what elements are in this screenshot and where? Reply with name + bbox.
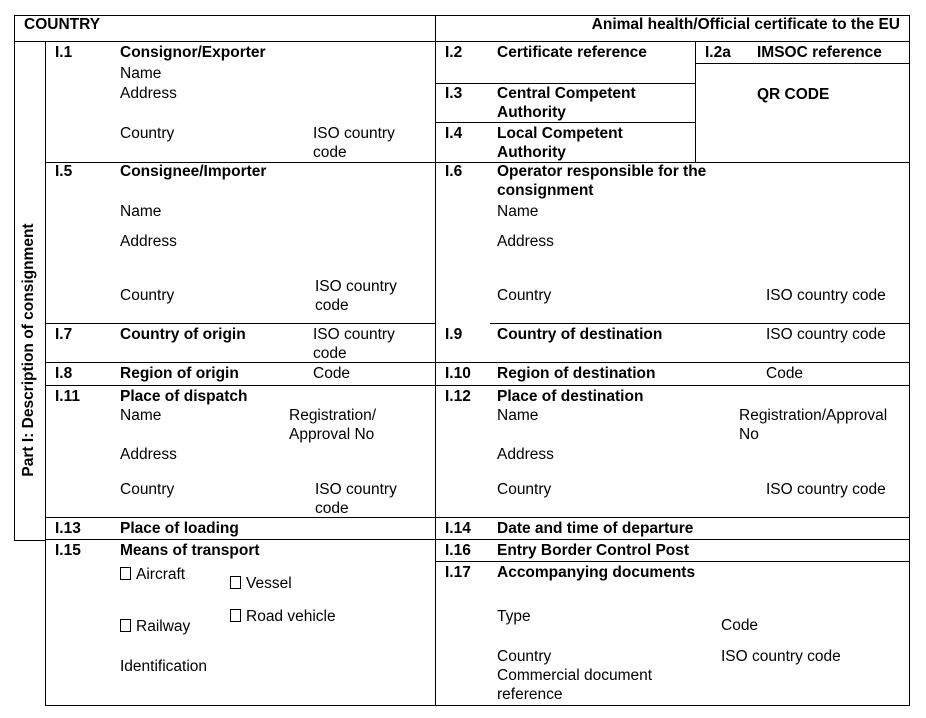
i16-number: I.16	[445, 542, 471, 559]
i17-iso-label: ISO country code	[721, 648, 841, 665]
i11-registration-label-line2: Approval No	[289, 426, 375, 443]
i12-registration-label-line1: Registration/Approval	[739, 407, 888, 424]
certificate-title: Animal health/Official certificate to the EU	[591, 16, 900, 33]
i2a-qr-divider	[695, 63, 910, 64]
i12-number: I.12	[445, 388, 471, 405]
i2a-number: I.2a	[705, 44, 731, 61]
center-divider	[435, 15, 436, 705]
checkbox-icon	[120, 619, 131, 632]
i7-title: Country of origin	[120, 326, 246, 343]
i2a-title: IMSOC reference	[757, 44, 882, 61]
row-divider-i7-left	[45, 323, 436, 324]
i3-i4-divider	[435, 122, 695, 123]
i1-iso-label-line2: code	[313, 144, 347, 161]
i2-number: I.2	[445, 44, 463, 61]
i1-country-label: Country	[120, 125, 175, 142]
part-label-text: Part I: Description of consignment	[20, 223, 37, 477]
i8-number: I.8	[55, 365, 73, 382]
i10-code-label: Code	[766, 365, 804, 382]
i15-number: I.15	[55, 542, 81, 559]
qr-code-placeholder: QR CODE	[757, 86, 830, 103]
row-divider-i9-right	[490, 323, 910, 324]
i11-title: Place of dispatch	[120, 388, 248, 405]
row-divider-i15	[45, 539, 910, 540]
i6-country-label: Country	[497, 287, 552, 304]
row-divider-i17	[435, 561, 910, 562]
i11-iso-label-line1: ISO country	[315, 481, 397, 498]
i11-country-label: Country	[120, 481, 175, 498]
i12-iso-label: ISO country code	[766, 481, 886, 498]
i13-title: Place of loading	[120, 520, 239, 537]
i5-country-label: Country	[120, 287, 175, 304]
i12-title: Place of destination	[497, 388, 644, 405]
i7-iso-label-line1: ISO country	[313, 326, 395, 343]
frame-bottom	[45, 705, 910, 706]
i13-number: I.13	[55, 520, 81, 537]
i12-registration-label-line2: No	[739, 426, 759, 443]
i3-number: I.3	[445, 85, 463, 102]
i17-type-label: Type	[497, 608, 531, 625]
row-divider-i8	[45, 362, 910, 363]
part-label-bottom	[14, 540, 45, 541]
i8-title: Region of origin	[120, 365, 239, 382]
aircraft-label: Aircraft	[136, 566, 186, 583]
frame-right	[909, 15, 910, 705]
i17-commercial-ref-line1: Commercial document	[497, 667, 653, 684]
i12-name-label: Name	[497, 407, 539, 424]
header-divider	[14, 41, 910, 42]
i10-title: Region of destination	[497, 365, 656, 382]
i7-iso-label-line2: code	[313, 345, 347, 362]
i15-identification-label: Identification	[120, 658, 208, 675]
i1-address-label: Address	[120, 85, 177, 102]
i6-address-label: Address	[497, 233, 554, 250]
road-vehicle-label: Road vehicle	[246, 608, 336, 625]
i11-number: I.11	[55, 388, 80, 405]
i5-title: Consignee/Importer	[120, 163, 267, 180]
i6-number: I.6	[445, 163, 463, 180]
vessel-label: Vessel	[246, 575, 292, 592]
country-header: COUNTRY	[24, 16, 101, 33]
i4-number: I.4	[445, 125, 463, 142]
i9-title: Country of destination	[497, 326, 663, 343]
i1-name-label: Name	[120, 65, 162, 82]
checkbox-icon	[230, 609, 241, 622]
row-divider-i13	[45, 517, 910, 518]
i5-number: I.5	[55, 163, 73, 180]
i5-address-label: Address	[120, 233, 177, 250]
i1-number: I.1	[55, 44, 73, 61]
i11-iso-label-line2: code	[315, 500, 349, 517]
i2-title: Certificate reference	[497, 44, 647, 61]
i15-title: Means of transport	[120, 542, 260, 559]
i9-number: I.9	[445, 326, 463, 343]
i1-title: Consignor/Exporter	[120, 44, 266, 61]
i11-name-label: Name	[120, 407, 162, 424]
i12-country-label: Country	[497, 481, 552, 498]
aircraft-checkbox[interactable]	[120, 565, 185, 584]
i16-title: Entry Border Control Post	[497, 542, 690, 559]
vessel-checkbox[interactable]	[230, 574, 292, 593]
i9-iso-label: ISO country code	[766, 326, 886, 343]
i17-commercial-ref-line2: reference	[497, 686, 563, 703]
i6-title-line1: Operator responsible for the	[497, 163, 707, 180]
checkbox-icon	[230, 576, 241, 589]
i5-iso-label-line1: ISO country	[315, 278, 397, 295]
i4-title-line1: Local Competent	[497, 125, 623, 142]
railway-checkbox[interactable]	[120, 617, 190, 636]
railway-label: Railway	[136, 618, 191, 635]
i5-name-label: Name	[120, 203, 162, 220]
part-label-divider	[45, 41, 46, 706]
checkbox-icon	[120, 567, 131, 580]
part-label	[14, 162, 44, 538]
i1-iso-label-line1: ISO country	[313, 125, 395, 142]
i2-i2a-divider	[695, 41, 696, 163]
i11-registration-label-line1: Registration/	[289, 407, 377, 424]
i6-name-label: Name	[497, 203, 539, 220]
i7-number: I.7	[55, 326, 73, 343]
i12-address-label: Address	[497, 446, 554, 463]
i14-number: I.14	[445, 520, 471, 537]
i17-code-label: Code	[721, 617, 759, 634]
i17-title: Accompanying documents	[497, 564, 696, 581]
i11-address-label: Address	[120, 446, 177, 463]
road-vehicle-checkbox[interactable]	[230, 607, 336, 626]
i6-title-line2: consignment	[497, 182, 594, 199]
i3-title-line2: Authority	[497, 104, 566, 121]
i5-iso-label-line2: code	[315, 297, 349, 314]
i6-iso-label: ISO country code	[766, 287, 886, 304]
i14-title: Date and time of departure	[497, 520, 694, 537]
i17-number: I.17	[445, 564, 471, 581]
i17-country-label: Country	[497, 648, 552, 665]
i3-title-line1: Central Competent	[497, 85, 636, 102]
i8-code-label: Code	[313, 365, 351, 382]
i10-number: I.10	[445, 365, 471, 382]
row-divider-i11	[45, 385, 910, 386]
i4-title-line2: Authority	[497, 144, 566, 161]
